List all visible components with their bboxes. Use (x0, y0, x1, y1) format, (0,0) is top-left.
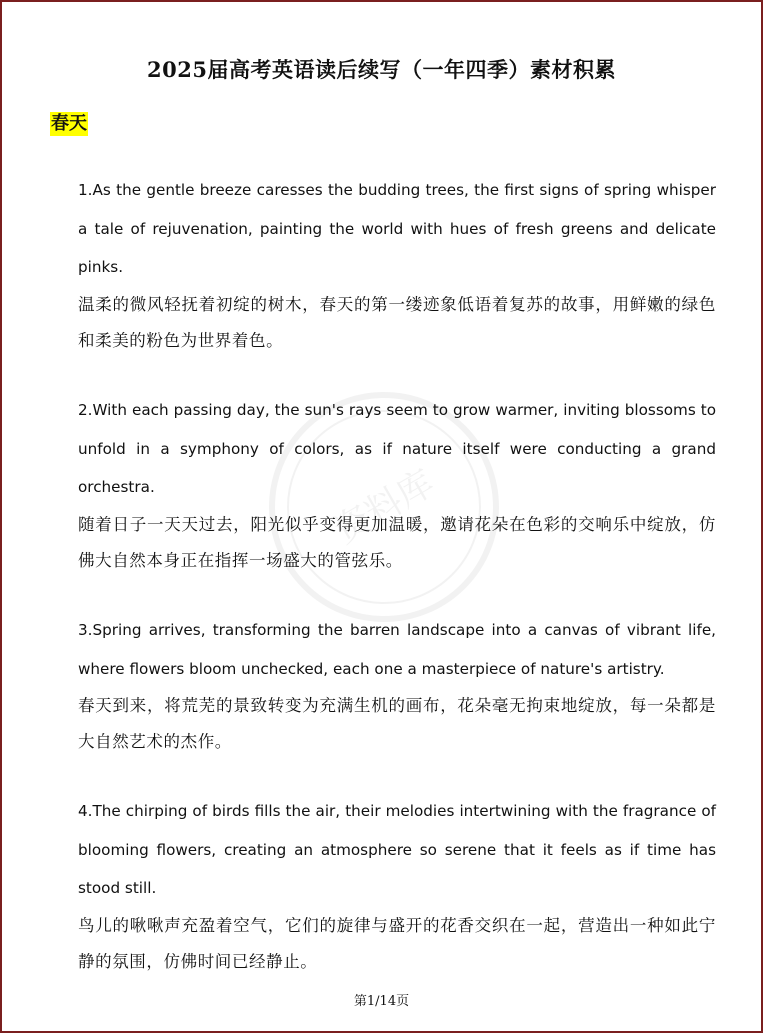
english-sentence: 2.With each passing day, the sun's rays seem to grow warmer, inviting blossoms to unfold in a symphony of colors, as if nature itself were conducting a grand orchestra. (78, 401, 716, 496)
list-item (78, 171, 716, 359)
list-item (78, 611, 716, 760)
page-title: 2025届高考英语读后续写（一年四季）素材积累 (147, 57, 616, 82)
english-sentence: 1.As the gentle breeze caresses the budding trees, the first signs of spring whisper a tale of rejuvenation, painting the world with hues of fresh greens and delicate pinks. (78, 181, 716, 276)
section-heading-spring: 春天 (51, 113, 87, 134)
chinese-translation: 温柔的微风轻抚着初绽的树木，春天的第一缕迹象低语着复苏的故事，用鲜嫩的绿色和柔美的粉色为世界着色。 (78, 294, 716, 350)
chinese-translation: 随着日子一天天过去，阳光似乎变得更加温暖，邀请花朵在色彩的交响乐中绽放，仿佛大自然本身正在指挥一场盛大的管弦乐。 (78, 514, 716, 570)
watermark-text: 资料库 (327, 462, 442, 553)
chinese-translation: 春天到来，将荒芜的景致转变为充满生机的画布，花朵毫无拘束地绽放，每一朵都是大自然艺术的杰作。 (78, 696, 716, 751)
list-item (78, 792, 716, 980)
list-item (78, 391, 716, 579)
chinese-translation: 鸟儿的啾啾声充盈着空气，它们的旋律与盛开的花香交织在一起，营造出一种如此宁静的氛围，仿佛时间已经静止。 (78, 915, 716, 971)
english-sentence: 4.The chirping of birds fills the air, their melodies intertwining with the fragrance of blooming flowers, creating an atmosphere so serene that it feels as if time has stood still. (78, 802, 716, 897)
english-sentence: 3.Spring arrives, transforming the barren landscape into a canvas of vibrant life, where flowers bloom unchecked, each one a masterpiece of nature's artistry. (78, 621, 716, 678)
page-number: 第1/14页 (353, 994, 410, 1009)
